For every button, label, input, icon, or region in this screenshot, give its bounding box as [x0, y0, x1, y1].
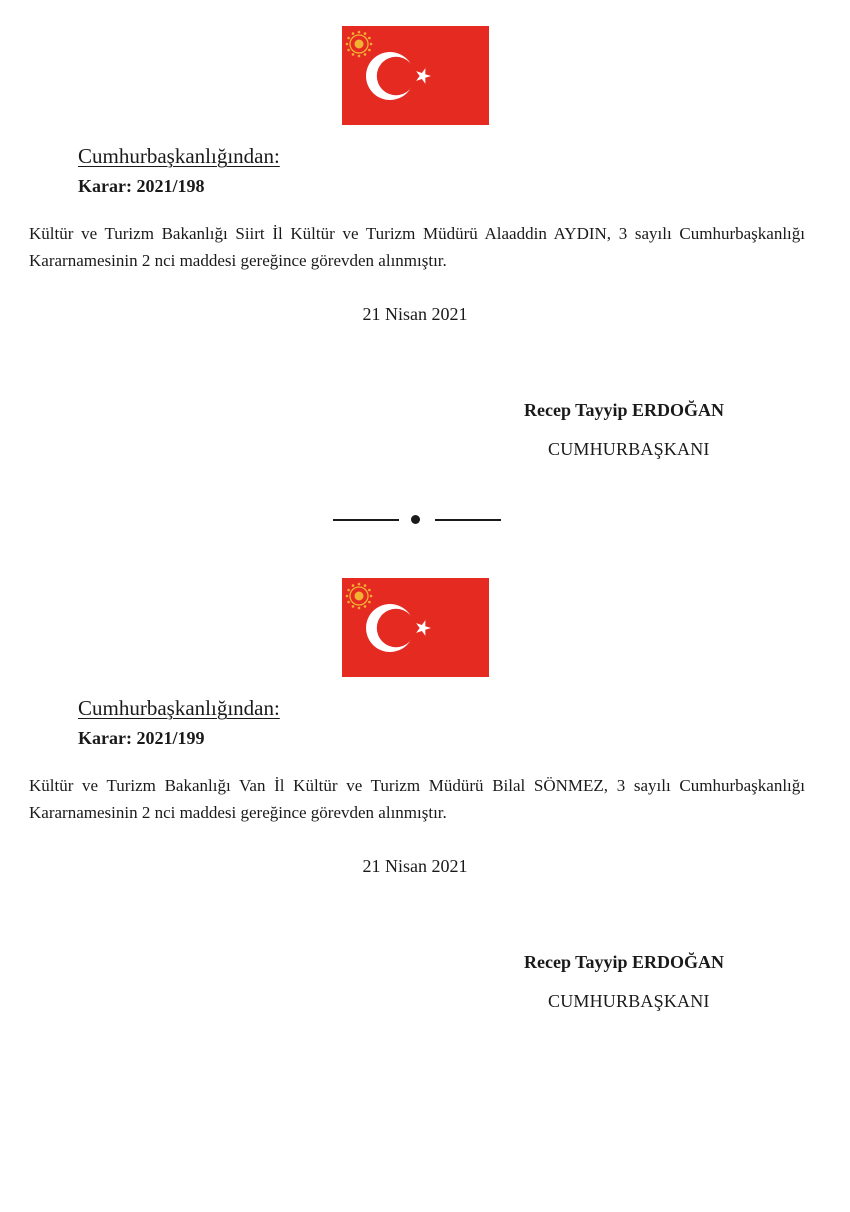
decision-number: Karar: 2021/199 — [78, 728, 205, 748]
signer-name: Recep Tayyip ERDOĞAN — [524, 400, 725, 420]
decree-date: 21 Nisan 2021 — [362, 304, 468, 324]
issuer-heading: Cumhurbaşkanlığından: — [78, 144, 280, 168]
issuer-heading: Cumhurbaşkanlığından: — [78, 696, 280, 720]
separator-dot-icon — [411, 515, 420, 524]
decree-body-text: Kültür ve Turizm Bakanlığı Siirt İl Kültür ve Turizm Müdürü Alaaddin AYDIN, 3 sayılı Cumhurbaşkanlığı Kararnamesinin 2 nci maddesi gereğince görevden alınmıştır. — [29, 224, 805, 270]
turkish-flag-emblem-icon — [342, 26, 489, 125]
decree-body-text: Kültür ve Turizm Bakanlığı Van İl Kültür ve Turizm Müdürü Bilal SÖNMEZ, 3 sayılı Cumhurbaşkanlığı Kararnamesinin 2 nci maddesi gereğince görevden alınmıştır. — [29, 776, 805, 822]
decree-date: 21 Nisan 2021 — [362, 856, 468, 876]
decision-number: Karar: 2021/198 — [78, 176, 205, 196]
separator-line-left — [333, 519, 399, 521]
decree-199 — [0, 552, 850, 1022]
signer-name: Recep Tayyip ERDOĞAN — [524, 952, 725, 972]
signer-title: CUMHURBAŞKANI — [548, 991, 710, 1011]
signer-title: CUMHURBAŞKANI — [548, 439, 710, 459]
section-separator — [333, 512, 501, 528]
separator-line-right — [435, 519, 501, 521]
turkish-flag-emblem-icon — [342, 578, 489, 677]
decree-198 — [0, 0, 850, 470]
